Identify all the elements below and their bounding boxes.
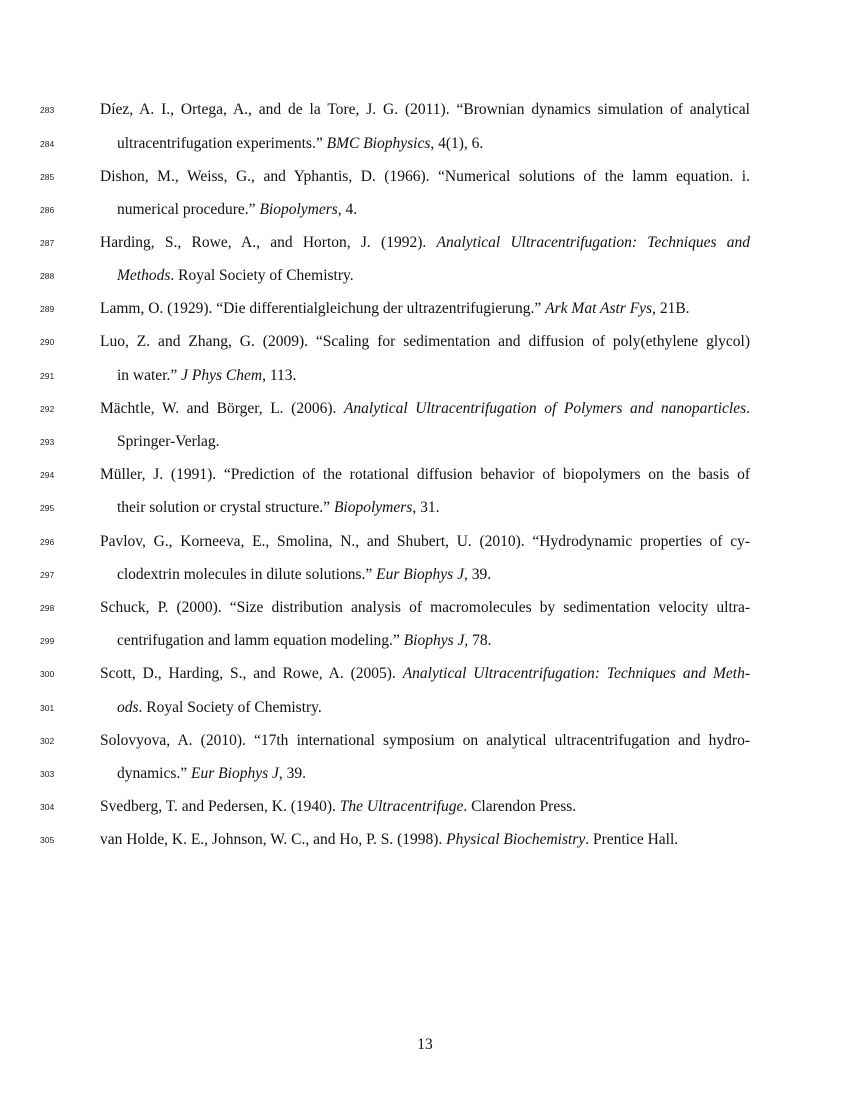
reference-line (0, 134, 850, 154)
reference-line (0, 366, 850, 386)
reference-line (0, 565, 850, 585)
line-number: 292 (40, 404, 55, 414)
line-number: 304 (40, 802, 55, 812)
reference-line (0, 731, 850, 751)
reference-line (0, 233, 850, 253)
line-number: 288 (40, 271, 55, 281)
reference-line (0, 465, 850, 485)
line-number: 298 (40, 603, 55, 613)
reference-text: in water.” J Phys Chem, 113. (117, 367, 297, 384)
reference-text: centrifugation and lamm equation modeling.” Biophys J, 78. (117, 632, 492, 649)
reference-text: Solovyova, A. (2010). “17th international symposium on analytical ultracentrifugation and hydro- (100, 732, 750, 749)
reference-text: Schuck, P. (2000). “Size distribution analysis of macromolecules by sedimentation velocity ultra- (100, 599, 750, 616)
line-number: 303 (40, 769, 55, 779)
reference-text: dynamics.” Eur Biophys J, 39. (117, 765, 306, 782)
reference-text: Mächtle, W. and Börger, L. (2006). Analytical Ultracentrifugation of Polymers and nanoparticles. (100, 400, 750, 417)
reference-line (0, 266, 850, 286)
line-number: 305 (40, 835, 55, 845)
reference-line (0, 664, 850, 684)
reference-text: their solution or crystal structure.” Biopolymers, 31. (117, 499, 440, 516)
reference-line (0, 797, 850, 817)
reference-text: Lamm, O. (1929). “Die differentialgleichung der ultrazentrifugierung.” Ark Mat Astr Fys, 21B. (100, 300, 690, 317)
reference-line (0, 200, 850, 220)
reference-line (0, 332, 850, 352)
line-number: 291 (40, 371, 55, 381)
line-number: 293 (40, 437, 55, 447)
line-number: 284 (40, 139, 55, 149)
reference-line (0, 598, 850, 618)
reference-text: clodextrin molecules in dilute solutions.” Eur Biophys J, 39. (117, 566, 492, 583)
reference-line (0, 498, 850, 518)
line-number: 299 (40, 636, 55, 646)
line-number: 283 (40, 105, 55, 115)
reference-line (0, 299, 850, 319)
line-number: 286 (40, 205, 55, 215)
reference-text: Springer-Verlag. (117, 433, 220, 450)
line-number: 296 (40, 537, 55, 547)
reference-text: Pavlov, G., Korneeva, E., Smolina, N., and Shubert, U. (2010). “Hydrodynamic properties of cy- (100, 533, 750, 550)
line-number: 302 (40, 736, 55, 746)
reference-line (0, 830, 850, 850)
line-number: 295 (40, 503, 55, 513)
line-number: 290 (40, 337, 55, 347)
reference-text: Luo, Z. and Zhang, G. (2009). “Scaling for sedimentation and diffusion of poly(ethylene glycol) (100, 333, 750, 350)
reference-text: van Holde, K. E., Johnson, W. C., and Ho, P. S. (1998). Physical Biochemistry. Prentice Hall. (100, 831, 679, 848)
reference-line (0, 764, 850, 784)
reference-line (0, 399, 850, 419)
reference-text: Scott, D., Harding, S., and Rowe, A. (2005). Analytical Ultracentrifugation: Techniques and Meth- (100, 665, 750, 682)
line-number: 301 (40, 703, 55, 713)
reference-line (0, 698, 850, 718)
line-number: 287 (40, 238, 55, 248)
reference-text: ods. Royal Society of Chemistry. (117, 699, 322, 716)
line-number: 289 (40, 304, 55, 314)
line-number: 300 (40, 669, 55, 679)
line-number: 285 (40, 172, 55, 182)
reference-text: numerical procedure.” Biopolymers, 4. (117, 201, 358, 218)
reference-text: Dishon, M., Weiss, G., and Yphantis, D. (1966). “Numerical solutions of the lamm equation. i. (100, 168, 750, 185)
reference-line (0, 432, 850, 452)
reference-text: Svedberg, T. and Pedersen, K. (1940). The Ultracentrifuge. Clarendon Press. (100, 798, 577, 815)
reference-line (0, 532, 850, 552)
reference-line (0, 631, 850, 651)
line-number: 297 (40, 570, 55, 580)
reference-text: Müller, J. (1991). “Prediction of the rotational diffusion behavior of biopolymers on the basis of (100, 466, 750, 483)
reference-line (0, 100, 850, 120)
reference-line (0, 167, 850, 187)
reference-text: Methods. Royal Society of Chemistry. (117, 267, 354, 284)
page-number: 13 (417, 1036, 433, 1053)
line-number: 294 (40, 470, 55, 480)
reference-text: Harding, S., Rowe, A., and Horton, J. (1992). Analytical Ultracentrifugation: Techniques and (100, 234, 750, 251)
reference-text: Díez, A. I., Ortega, A., and de la Tore, J. G. (2011). “Brownian dynamics simulation of analytical (100, 101, 750, 118)
reference-text: ultracentrifugation experiments.” BMC Biophysics, 4(1), 6. (117, 135, 484, 152)
